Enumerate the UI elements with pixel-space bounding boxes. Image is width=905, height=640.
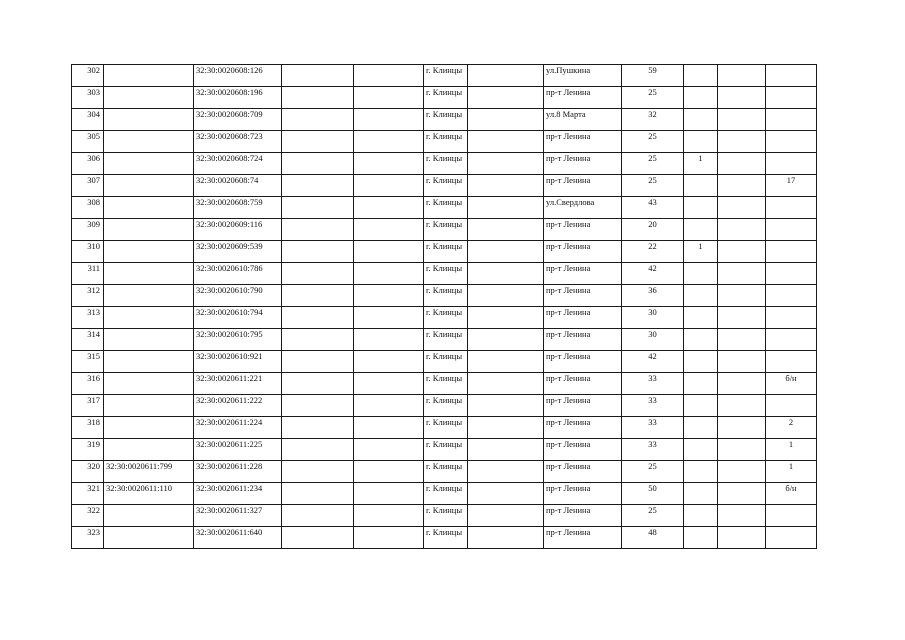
empty-cell: [468, 131, 544, 153]
row-number-cell: 316: [72, 373, 104, 395]
extra-value-cell: [718, 131, 766, 153]
previous-cadastral-number-cell: [104, 505, 194, 527]
empty-cell: [282, 373, 354, 395]
house-number-cell: 22: [622, 241, 684, 263]
empty-cell: [468, 175, 544, 197]
table-row: [72, 285, 817, 307]
apartment-cell: [766, 65, 817, 87]
empty-cell: [354, 351, 424, 373]
extra-value-cell: [718, 219, 766, 241]
street-cell: пр-т Ленина: [544, 307, 622, 329]
row-number-cell: 314: [72, 329, 104, 351]
empty-cell: [468, 285, 544, 307]
city-cell: г. Клинцы: [424, 197, 468, 219]
city-cell: г. Клинцы: [424, 219, 468, 241]
extra-value-cell: [684, 131, 718, 153]
extra-value-cell: [718, 65, 766, 87]
register-body: [72, 65, 817, 549]
extra-value-cell: [718, 461, 766, 483]
empty-cell: [468, 109, 544, 131]
row-number-cell: 318: [72, 417, 104, 439]
street-cell: пр-т Ленина: [544, 395, 622, 417]
previous-cadastral-number-cell: [104, 307, 194, 329]
cadastral-number-cell: 32:30:0020611:327: [194, 505, 282, 527]
empty-cell: [468, 87, 544, 109]
house-number-cell: 25: [622, 505, 684, 527]
extra-value-cell: [718, 307, 766, 329]
row-number-cell: 321: [72, 483, 104, 505]
empty-cell: [282, 109, 354, 131]
cadastral-number-cell: 32:30:0020610:794: [194, 307, 282, 329]
empty-cell: [282, 329, 354, 351]
empty-cell: [468, 351, 544, 373]
row-number-cell: 323: [72, 527, 104, 549]
empty-cell: [354, 263, 424, 285]
street-cell: пр-т Ленина: [544, 87, 622, 109]
previous-cadastral-number-cell: [104, 65, 194, 87]
row-number-cell: 306: [72, 153, 104, 175]
street-cell: пр-т Ленина: [544, 461, 622, 483]
previous-cadastral-number-cell: [104, 153, 194, 175]
extra-value-cell: [718, 329, 766, 351]
cadastral-number-cell: 32:30:0020608:709: [194, 109, 282, 131]
previous-cadastral-number-cell: 32:30:0020611:110: [104, 483, 194, 505]
table-row: [72, 395, 817, 417]
street-cell: пр-т Ленина: [544, 219, 622, 241]
previous-cadastral-number-cell: [104, 241, 194, 263]
house-number-cell: 36: [622, 285, 684, 307]
empty-cell: [282, 439, 354, 461]
empty-cell: [468, 153, 544, 175]
empty-cell: [354, 109, 424, 131]
apartment-cell: [766, 329, 817, 351]
previous-cadastral-number-cell: [104, 219, 194, 241]
extra-value-cell: [684, 285, 718, 307]
extra-value-cell: [718, 285, 766, 307]
row-number-cell: 305: [72, 131, 104, 153]
table-row: [72, 263, 817, 285]
empty-cell: [468, 329, 544, 351]
empty-cell: [282, 87, 354, 109]
cadastral-number-cell: 32:30:0020610:795: [194, 329, 282, 351]
extra-value-cell: [718, 505, 766, 527]
extra-value-cell: [684, 307, 718, 329]
apartment-cell: 1: [766, 461, 817, 483]
city-cell: г. Клинцы: [424, 263, 468, 285]
row-number-cell: 309: [72, 219, 104, 241]
empty-cell: [354, 461, 424, 483]
house-number-cell: 33: [622, 395, 684, 417]
table-row: [72, 461, 817, 483]
street-cell: пр-т Ленина: [544, 483, 622, 505]
apartment-cell: б/н: [766, 483, 817, 505]
empty-cell: [354, 417, 424, 439]
empty-cell: [282, 483, 354, 505]
extra-value-cell: [718, 241, 766, 263]
empty-cell: [282, 417, 354, 439]
row-number-cell: 307: [72, 175, 104, 197]
table-row: [72, 527, 817, 549]
cadastral-number-cell: 32:30:0020611:224: [194, 417, 282, 439]
apartment-cell: [766, 527, 817, 549]
previous-cadastral-number-cell: [104, 263, 194, 285]
house-number-cell: 25: [622, 461, 684, 483]
empty-cell: [468, 395, 544, 417]
cadastral-number-cell: 32:30:0020608:126: [194, 65, 282, 87]
empty-cell: [282, 131, 354, 153]
apartment-cell: [766, 241, 817, 263]
table-row: [72, 87, 817, 109]
empty-cell: [354, 527, 424, 549]
empty-cell: [468, 307, 544, 329]
extra-value-cell: [718, 351, 766, 373]
empty-cell: [354, 395, 424, 417]
street-cell: пр-т Ленина: [544, 285, 622, 307]
city-cell: г. Клинцы: [424, 65, 468, 87]
row-number-cell: 312: [72, 285, 104, 307]
extra-value-cell: [684, 505, 718, 527]
table-row: [72, 483, 817, 505]
cadastral-number-cell: 32:30:0020610:786: [194, 263, 282, 285]
cadastral-number-cell: 32:30:0020611:234: [194, 483, 282, 505]
cadastral-number-cell: 32:30:0020611:221: [194, 373, 282, 395]
extra-value-cell: [718, 87, 766, 109]
extra-value-cell: [718, 263, 766, 285]
previous-cadastral-number-cell: [104, 285, 194, 307]
empty-cell: [468, 65, 544, 87]
row-number-cell: 319: [72, 439, 104, 461]
extra-value-cell: [718, 153, 766, 175]
empty-cell: [282, 285, 354, 307]
empty-cell: [468, 241, 544, 263]
empty-cell: [354, 65, 424, 87]
apartment-cell: [766, 285, 817, 307]
empty-cell: [468, 417, 544, 439]
street-cell: пр-т Ленина: [544, 505, 622, 527]
street-cell: пр-т Ленина: [544, 175, 622, 197]
extra-value-cell: [684, 483, 718, 505]
table-row: [72, 131, 817, 153]
apartment-cell: [766, 351, 817, 373]
house-number-cell: 32: [622, 109, 684, 131]
city-cell: г. Клинцы: [424, 483, 468, 505]
house-number-cell: 25: [622, 153, 684, 175]
empty-cell: [468, 373, 544, 395]
extra-value-cell: [718, 109, 766, 131]
empty-cell: [282, 241, 354, 263]
extra-value-cell: [718, 175, 766, 197]
empty-cell: [468, 483, 544, 505]
street-cell: ул.Свердлова: [544, 197, 622, 219]
extra-value-cell: [684, 329, 718, 351]
row-number-cell: 313: [72, 307, 104, 329]
extra-value-cell: [718, 439, 766, 461]
cadastral-number-cell: 32:30:0020610:790: [194, 285, 282, 307]
empty-cell: [282, 219, 354, 241]
street-cell: пр-т Ленина: [544, 527, 622, 549]
row-number-cell: 302: [72, 65, 104, 87]
apartment-cell: [766, 87, 817, 109]
extra-value-cell: [684, 175, 718, 197]
street-cell: пр-т Ленина: [544, 439, 622, 461]
house-number-cell: 33: [622, 373, 684, 395]
row-number-cell: 304: [72, 109, 104, 131]
table-row: [72, 329, 817, 351]
street-cell: ул.Пушкина: [544, 65, 622, 87]
cadastral-number-cell: 32:30:0020611:222: [194, 395, 282, 417]
table-row: [72, 65, 817, 87]
house-number-cell: 25: [622, 131, 684, 153]
house-number-cell: 59: [622, 65, 684, 87]
cadastral-number-cell: 32:30:0020611:225: [194, 439, 282, 461]
table-row: [72, 307, 817, 329]
previous-cadastral-number-cell: 32:30:0020611:799: [104, 461, 194, 483]
extra-value-cell: [684, 351, 718, 373]
cadastral-number-cell: 32:30:0020610:921: [194, 351, 282, 373]
previous-cadastral-number-cell: [104, 351, 194, 373]
empty-cell: [354, 175, 424, 197]
table-row: [72, 373, 817, 395]
row-number-cell: 311: [72, 263, 104, 285]
cadastral-number-cell: 32:30:0020608:724: [194, 153, 282, 175]
empty-cell: [468, 461, 544, 483]
empty-cell: [354, 285, 424, 307]
previous-cadastral-number-cell: [104, 109, 194, 131]
apartment-cell: [766, 263, 817, 285]
apartment-cell: 2: [766, 417, 817, 439]
previous-cadastral-number-cell: [104, 329, 194, 351]
empty-cell: [282, 461, 354, 483]
extra-value-cell: [684, 263, 718, 285]
cadastral-number-cell: 32:30:0020608:196: [194, 87, 282, 109]
extra-value-cell: [718, 395, 766, 417]
extra-value-cell: [684, 527, 718, 549]
empty-cell: [468, 527, 544, 549]
empty-cell: [282, 153, 354, 175]
empty-cell: [468, 505, 544, 527]
extra-value-cell: [718, 373, 766, 395]
extra-value-cell: [684, 65, 718, 87]
empty-cell: [468, 219, 544, 241]
empty-cell: [282, 175, 354, 197]
table-row: [72, 241, 817, 263]
row-number-cell: 322: [72, 505, 104, 527]
apartment-cell: [766, 219, 817, 241]
city-cell: г. Клинцы: [424, 241, 468, 263]
city-cell: г. Клинцы: [424, 417, 468, 439]
empty-cell: [354, 307, 424, 329]
previous-cadastral-number-cell: [104, 87, 194, 109]
extra-value-cell: [684, 373, 718, 395]
cadastral-number-cell: 32:30:0020611:640: [194, 527, 282, 549]
empty-cell: [354, 131, 424, 153]
house-number-cell: 50: [622, 483, 684, 505]
extra-value-cell: [718, 417, 766, 439]
empty-cell: [354, 219, 424, 241]
empty-cell: [354, 87, 424, 109]
apartment-cell: б/н: [766, 373, 817, 395]
previous-cadastral-number-cell: [104, 395, 194, 417]
city-cell: г. Клинцы: [424, 153, 468, 175]
empty-cell: [354, 483, 424, 505]
house-number-cell: 43: [622, 197, 684, 219]
table-row: [72, 109, 817, 131]
house-number-cell: 30: [622, 329, 684, 351]
empty-cell: [354, 505, 424, 527]
previous-cadastral-number-cell: [104, 527, 194, 549]
city-cell: г. Клинцы: [424, 439, 468, 461]
empty-cell: [282, 505, 354, 527]
apartment-cell: [766, 153, 817, 175]
extra-value-cell: [684, 417, 718, 439]
table-row: [72, 175, 817, 197]
city-cell: г. Клинцы: [424, 395, 468, 417]
row-number-cell: 308: [72, 197, 104, 219]
house-number-cell: 33: [622, 439, 684, 461]
cadastral-number-cell: 32:30:0020609:116: [194, 219, 282, 241]
cadastral-number-cell: 32:30:0020608:74: [194, 175, 282, 197]
city-cell: г. Клинцы: [424, 307, 468, 329]
empty-cell: [354, 153, 424, 175]
cadastral-number-cell: 32:30:0020608:723: [194, 131, 282, 153]
city-cell: г. Клинцы: [424, 285, 468, 307]
apartment-cell: 17: [766, 175, 817, 197]
empty-cell: [354, 373, 424, 395]
street-cell: пр-т Ленина: [544, 417, 622, 439]
extra-value-cell: [718, 483, 766, 505]
city-cell: г. Клинцы: [424, 373, 468, 395]
table-row: [72, 219, 817, 241]
house-number-cell: 30: [622, 307, 684, 329]
row-number-cell: 303: [72, 87, 104, 109]
extra-value-cell: 1: [684, 241, 718, 263]
cadastral-number-cell: 32:30:0020611:228: [194, 461, 282, 483]
previous-cadastral-number-cell: [104, 417, 194, 439]
city-cell: г. Клинцы: [424, 87, 468, 109]
cadastral-number-cell: 32:30:0020608:759: [194, 197, 282, 219]
extra-value-cell: 1: [684, 153, 718, 175]
row-number-cell: 310: [72, 241, 104, 263]
apartment-cell: [766, 307, 817, 329]
extra-value-cell: [684, 109, 718, 131]
empty-cell: [468, 263, 544, 285]
city-cell: г. Клинцы: [424, 109, 468, 131]
empty-cell: [282, 197, 354, 219]
city-cell: г. Клинцы: [424, 505, 468, 527]
table-row: [72, 505, 817, 527]
table-row: [72, 153, 817, 175]
empty-cell: [282, 65, 354, 87]
house-number-cell: 25: [622, 175, 684, 197]
empty-cell: [282, 351, 354, 373]
extra-value-cell: [684, 219, 718, 241]
cadastral-number-cell: 32:30:0020609:539: [194, 241, 282, 263]
extra-value-cell: [684, 439, 718, 461]
table-row: [72, 351, 817, 373]
empty-cell: [354, 241, 424, 263]
city-cell: г. Клинцы: [424, 329, 468, 351]
table-row: [72, 417, 817, 439]
house-number-cell: 42: [622, 351, 684, 373]
city-cell: г. Клинцы: [424, 461, 468, 483]
city-cell: г. Клинцы: [424, 527, 468, 549]
house-number-cell: 25: [622, 87, 684, 109]
previous-cadastral-number-cell: [104, 175, 194, 197]
table-row: [72, 197, 817, 219]
empty-cell: [354, 439, 424, 461]
previous-cadastral-number-cell: [104, 373, 194, 395]
empty-cell: [468, 197, 544, 219]
street-cell: ул.8 Марта: [544, 109, 622, 131]
extra-value-cell: [684, 461, 718, 483]
empty-cell: [282, 395, 354, 417]
street-cell: пр-т Ленина: [544, 131, 622, 153]
apartment-cell: [766, 395, 817, 417]
row-number-cell: 315: [72, 351, 104, 373]
extra-value-cell: [684, 87, 718, 109]
previous-cadastral-number-cell: [104, 439, 194, 461]
previous-cadastral-number-cell: [104, 197, 194, 219]
previous-cadastral-number-cell: [104, 131, 194, 153]
empty-cell: [354, 197, 424, 219]
apartment-cell: [766, 197, 817, 219]
extra-value-cell: [718, 527, 766, 549]
apartment-cell: [766, 131, 817, 153]
apartment-cell: [766, 109, 817, 131]
street-cell: пр-т Ленина: [544, 263, 622, 285]
city-cell: г. Клинцы: [424, 131, 468, 153]
row-number-cell: 320: [72, 461, 104, 483]
street-cell: пр-т Ленина: [544, 373, 622, 395]
apartment-cell: [766, 505, 817, 527]
house-number-cell: 33: [622, 417, 684, 439]
apartment-cell: 1: [766, 439, 817, 461]
house-number-cell: 20: [622, 219, 684, 241]
street-cell: пр-т Ленина: [544, 241, 622, 263]
house-number-cell: 42: [622, 263, 684, 285]
empty-cell: [282, 263, 354, 285]
row-number-cell: 317: [72, 395, 104, 417]
empty-cell: [282, 307, 354, 329]
extra-value-cell: [684, 197, 718, 219]
house-number-cell: 48: [622, 527, 684, 549]
register-table: [71, 64, 817, 549]
extra-value-cell: [684, 395, 718, 417]
city-cell: г. Клинцы: [424, 351, 468, 373]
street-cell: пр-т Ленина: [544, 329, 622, 351]
empty-cell: [468, 439, 544, 461]
city-cell: г. Клинцы: [424, 175, 468, 197]
table-row: [72, 439, 817, 461]
extra-value-cell: [718, 197, 766, 219]
empty-cell: [354, 329, 424, 351]
street-cell: пр-т Ленина: [544, 351, 622, 373]
empty-cell: [282, 527, 354, 549]
street-cell: пр-т Ленина: [544, 153, 622, 175]
